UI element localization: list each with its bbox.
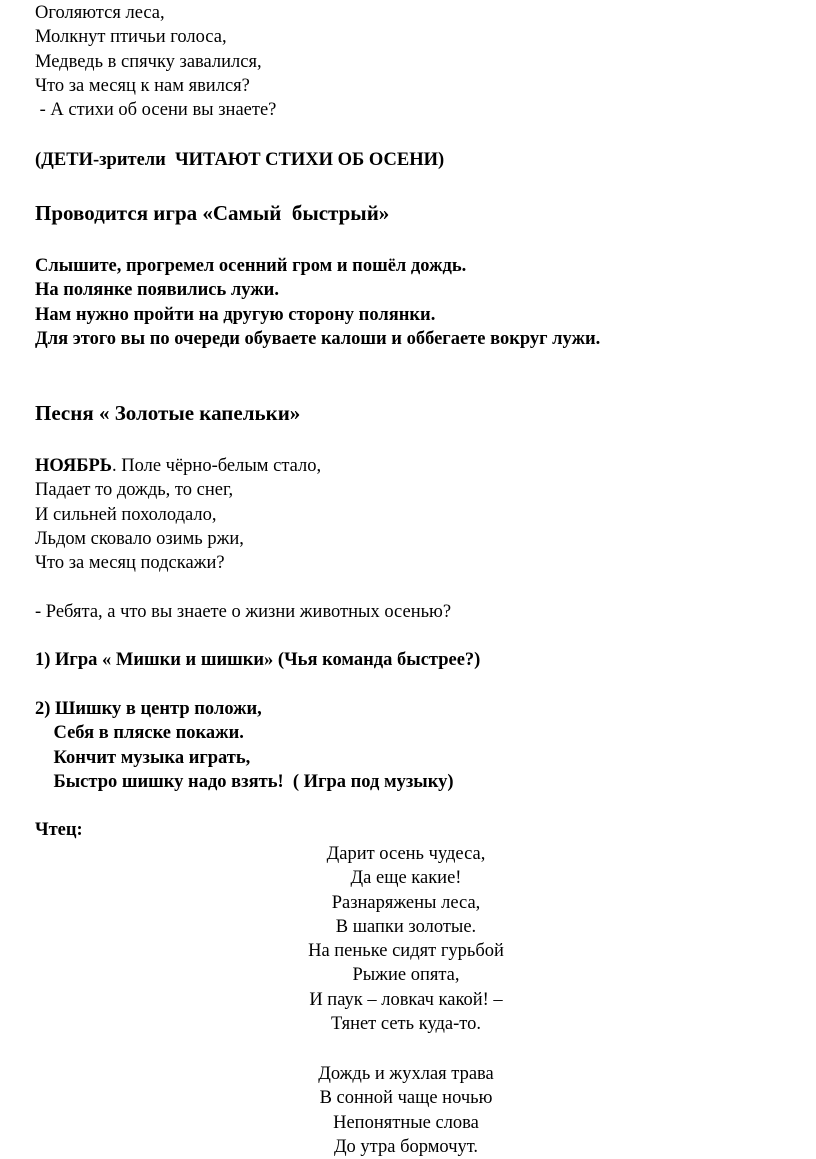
poem-line: Дарит осень чудеса, [326,844,486,864]
poem-line: Дождь и жухлая трава [318,1064,494,1084]
poem-line: Непонятные слова [333,1112,479,1133]
game-line: Кончит музыка играть, [35,747,251,768]
poem-line: И паук – ловкач какой! – [309,989,503,1010]
game-cone-in-center [35,697,454,794]
game-line: Слышите, прогремел осенний гром и пошёл дождь. [35,256,467,276]
poem-line: Что за месяц подскажи? [35,553,225,574]
reader-poem-stanza-2 [136,1062,676,1159]
game-line: Себя в пляске покажи. [35,723,244,744]
song-title: Песня « Золотые капельки» [35,401,301,425]
game-line: Нам нужно пройти на другую сторону полянки. [35,304,436,325]
reader-label: Чтец: [35,820,83,840]
poem-line: Падает то дождь, то снег, [35,480,234,501]
poem-line: До утра бормочут. [333,1136,479,1157]
poem-line: Молкнут птичьи голоса, [35,27,227,48]
game-title-fastest: Проводится игра «Самый быстрый» [35,201,390,225]
game-description-fastest [35,254,600,351]
poem-line: Медведь в спячку завалился, [35,51,262,72]
question-animals: - Ребята, а что вы знаете о жизни животных осенью? [35,602,452,622]
poem-line: В шапки золотые. [335,916,477,937]
game-line: Быстро шишку надо взять! ( Игра под музыку) [35,771,454,792]
poem-line: В сонной чаще ночью [319,1088,493,1109]
riddle-poem-november [35,454,321,575]
poem-line: Льдом сковало озимь ржи, [35,528,244,549]
riddle-poem-october [35,1,276,122]
poem-line: - А стихи об осени вы знаете? [35,100,277,121]
game-line: 2) Шишку в центр положи, [35,699,262,719]
november-label: НОЯБРЬ [35,456,112,476]
poem-line: Оголяются леса, [35,3,165,23]
poem-line: Что за месяц к нам явился? [35,75,250,96]
poem-line: НОЯБРЬ. Поле чёрно-белым стало, [35,456,322,476]
poem-line: Да еще какие! [350,868,462,889]
game-line: На полянке появились лужи. [35,280,279,301]
game-bears-and-cones: 1) Игра « Мишки и шишки» (Чья команда быстрее?) [35,650,481,670]
stage-direction-children-read: (ДЕТИ-зрители ЧИТАЮТ СТИХИ ОБ ОСЕНИ) [35,150,445,170]
reader-poem [136,842,676,1036]
poem-line: Разнаряжены леса, [331,892,481,913]
poem-line: На пеньке сидят гурьбой [308,941,504,962]
poem-line: Тянет сеть куда-то. [330,1014,482,1035]
poem-line: И сильней похолодало, [35,504,217,525]
game-line: Для этого вы по очереди обуваете калоши и оббегаете вокруг лужи. [35,328,601,349]
poem-line: Рыжие опята, [352,965,460,986]
